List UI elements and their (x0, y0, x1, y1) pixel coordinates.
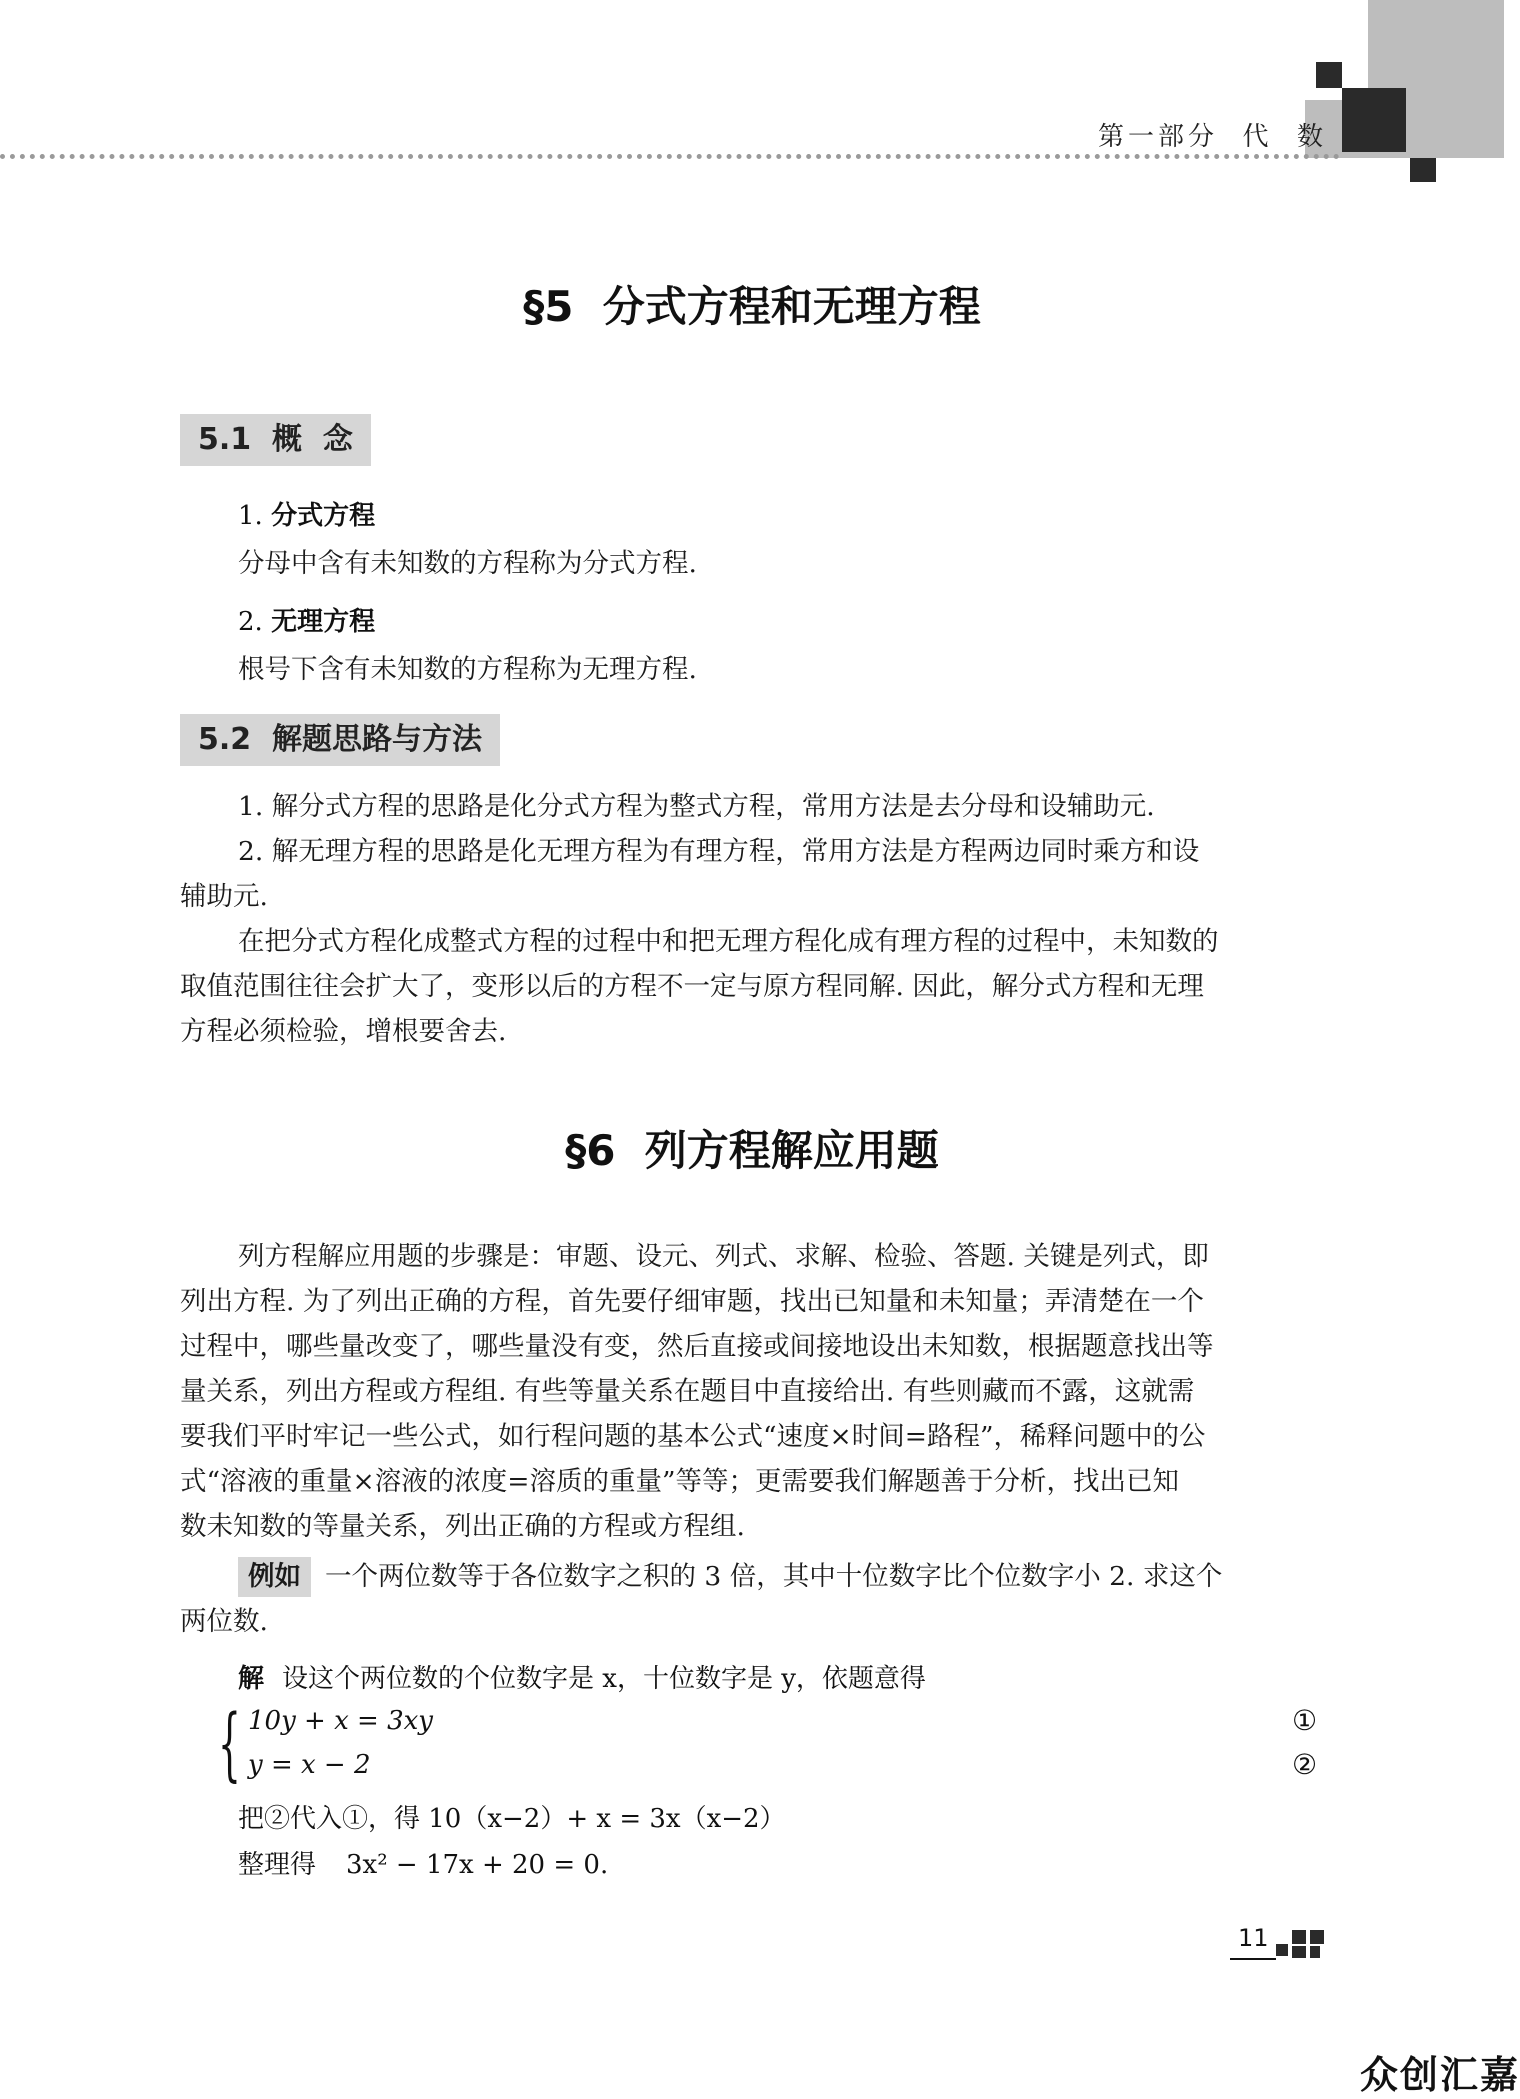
item-2-heading (238, 601, 375, 638)
equation-1-tag: ① (1292, 1704, 1318, 1737)
footer-square (1292, 1930, 1306, 1944)
item-2-number: 2. (238, 607, 263, 637)
paragraph-line: 分母中含有未知数的方程称为分式方程. (238, 548, 697, 579)
solution-setup-text: 设这个两位数的个位数字是 x，十位数字是 y，依题意得 (282, 1664, 926, 1694)
paragraph-line: 根号下含有未知数的方程称为无理方程. (238, 654, 697, 685)
paragraph-line: 方程必须检验，增根要舍去. (180, 1016, 507, 1047)
page-number: 11 (1238, 1924, 1269, 1952)
paragraph-line: 2. 解无理方程的思路是化无理方程为有理方程，常用方法是方程两边同时乘方和设 (238, 836, 1200, 867)
paragraph-line: 列出方程. 为了列出正确的方程，首先要仔细审题，找出已知量和未知量；弄清楚在一个 (180, 1286, 1204, 1317)
solution-step-2-label: 整理得 (238, 1850, 317, 1880)
section-6-title: §6 列方程解应用题 (565, 1126, 939, 1175)
running-head: 第一部分 代 数 (1098, 122, 1328, 152)
item-1-number: 1. (238, 501, 263, 531)
system-brace: { (218, 1697, 241, 1790)
item-2-title: 无理方程 (271, 607, 376, 637)
equation-2: y = x − 2 (248, 1750, 371, 1780)
paragraph-line: 量关系，列出方程或方程组. 有些等量关系在题目中直接给出. 有些则藏而不露，这就需 (180, 1376, 1195, 1407)
footer-square (1310, 1946, 1320, 1958)
item-1-heading (238, 495, 375, 532)
example-line: 两位数. (180, 1606, 268, 1637)
example-tag: 例如 (238, 1557, 311, 1597)
example-line (180, 1554, 1320, 1599)
paragraph-line: 式“溶液的重量×溶液的浓度=溶质的重量”等等；更需要我们解题善于分析，找出已知 (180, 1466, 1180, 1497)
paragraph-line: 要我们平时牢记一些公式，如行程问题的基本公式“速度×时间=路程”，稀释问题中的公 (180, 1421, 1206, 1452)
solution-step-2-equation: 3x² − 17x + 20 = 0. (346, 1850, 609, 1880)
item-2-text (180, 647, 1320, 692)
subsection-5-2-heading: 5.2 解题思路与方法 (180, 714, 500, 766)
header-square (1410, 158, 1436, 182)
paragraph-line: 过程中，哪些量改变了，哪些量没有变，然后直接或间接地设出未知数，根据题意找出等 (180, 1331, 1214, 1362)
solution-step-1: 把②代入①，得 10（x−2）+ x = 3x（x−2） (238, 1804, 786, 1834)
section-6-intro (180, 1234, 1320, 1549)
subsection-5-1-heading: 5.1 概 念 (180, 414, 371, 466)
equation-1: 10y + x = 3xy (248, 1706, 433, 1736)
paragraph-line: 在把分式方程化成整式方程的过程中和把无理方程化成有理方程的过程中，未知数的 (238, 926, 1219, 957)
equation-2-tag: ② (1292, 1748, 1318, 1781)
solution-step-2 (238, 1844, 608, 1881)
header-square (1316, 62, 1342, 88)
footer-square (1276, 1944, 1288, 1956)
paragraph-line: 辅助元. (180, 881, 268, 912)
header-dotted-rule (0, 154, 1340, 159)
paragraph-5-2 (180, 784, 1320, 1054)
watermark: 众创汇嘉 (1360, 2053, 1520, 2097)
section-5-title: §5 分式方程和无理方程 (523, 282, 981, 331)
footer-square (1292, 1946, 1306, 1958)
example-text: 一个两位数等于各位数字之积的 3 倍，其中十位数字比个位数字小 2. 求这个 (325, 1561, 1223, 1592)
footer-square (1310, 1930, 1324, 1944)
paragraph-line: 列方程解应用题的步骤是：审题、设元、列式、求解、检验、答题. 关键是列式，即 (238, 1241, 1209, 1272)
solution-label: 解 (238, 1664, 265, 1694)
solution-setup (238, 1658, 926, 1695)
paragraph-line: 1. 解分式方程的思路是化分式方程为整式方程，常用方法是去分母和设辅助元. (238, 791, 1155, 822)
example (180, 1554, 1320, 1644)
page-number-rule (1230, 1958, 1276, 1960)
item-1-title: 分式方程 (271, 501, 376, 531)
paragraph-line: 取值范围往往会扩大了，变形以后的方程不一定与原方程同解. 因此，解分式方程和无理 (180, 971, 1204, 1002)
paragraph-line: 数未知数的等量关系，列出正确的方程或方程组. (180, 1511, 745, 1542)
item-1-text (180, 541, 1320, 586)
header-square (1342, 88, 1406, 152)
